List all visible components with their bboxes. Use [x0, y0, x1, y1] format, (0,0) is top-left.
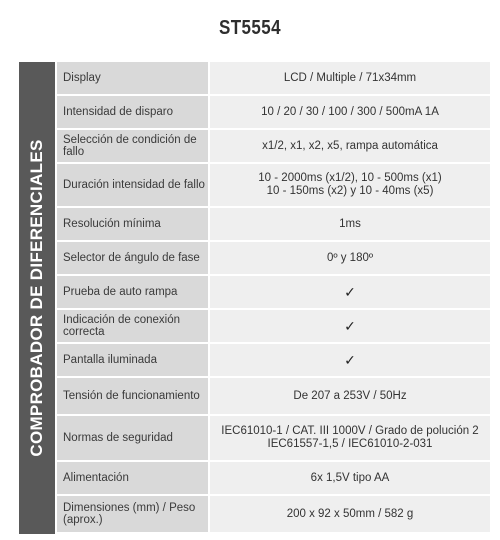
spec-row-backlight [57, 344, 490, 376]
spec-label: Alimentación [57, 462, 208, 494]
spec-value: 6x 1,5V tipo AA [210, 462, 490, 494]
spec-value: IEC61010-1 / CAT. III 1000V / Grado de polución 2 IEC61557-1,5 / IEC61010-2-031 [210, 416, 490, 460]
check-icon: ✓ [210, 344, 490, 376]
category-label: COMPROBADOR DE DIFERENCIALES [27, 139, 46, 457]
spec-rows [57, 62, 490, 534]
spec-label: Dimensiones (mm) / Peso (aprox.) [57, 496, 208, 532]
product-title: ST5554 [218, 17, 282, 39]
spec-row-power [57, 462, 490, 494]
spec-row-voltage [57, 378, 490, 414]
spec-value: 10 / 20 / 30 / 100 / 300 / 500mA 1A [210, 96, 490, 128]
check-icon: ✓ [210, 310, 490, 342]
spec-row-dimensions [57, 496, 490, 532]
spec-value: 10 - 2000ms (x1/2), 10 - 500ms (x1) 10 - 150ms (x2) y 10 - 40ms (x5) [210, 164, 490, 206]
spec-label: Tensión de funcionamiento [57, 378, 208, 414]
spec-label: Selector de ángulo de fase [57, 242, 208, 274]
spec-label: Prueba de auto rampa [57, 276, 208, 308]
spec-label: Normas de seguridad [57, 416, 208, 460]
check-icon: ✓ [210, 276, 490, 308]
spec-row-connection [57, 310, 490, 342]
spec-row-safety [57, 416, 490, 460]
spec-value: 1ms [210, 208, 490, 240]
spec-label: Display [57, 62, 208, 94]
spec-row-trip-current [57, 96, 490, 128]
spec-value: x1/2, x1, x2, x5, rampa automática [210, 130, 490, 162]
spec-row-resolution [57, 208, 490, 240]
spec-label: Indicación de conexión correcta [57, 310, 208, 342]
spec-value: 0º y 180º [210, 242, 490, 274]
spec-value: 200 x 92 x 50mm / 582 g [210, 496, 490, 532]
spec-value: De 207 a 253V / 50Hz [210, 378, 490, 414]
spec-row-phase-angle [57, 242, 490, 274]
spec-label: Resolución mínima [57, 208, 208, 240]
spec-row-fault-condition [57, 130, 490, 162]
spec-label: Pantalla iluminada [57, 344, 208, 376]
spec-value: LCD / Multiple / 71x34mm [210, 62, 490, 94]
spec-row-display [57, 62, 490, 94]
spec-label: Duración intensidad de fallo [57, 164, 208, 206]
spec-row-auto-ramp [57, 276, 490, 308]
spec-table [19, 62, 490, 534]
spec-label: Intensidad de disparo [57, 96, 208, 128]
spec-row-fault-duration [57, 164, 490, 206]
category-sidebar [19, 62, 55, 534]
spec-label: Selección de condición de fallo [57, 130, 208, 162]
